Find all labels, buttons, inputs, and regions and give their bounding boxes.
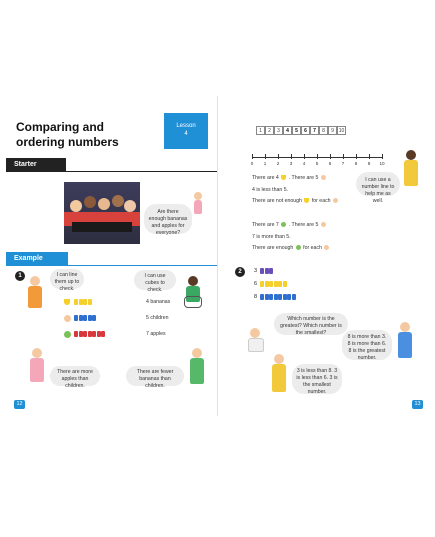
number-grid-cell: 4 [283, 126, 292, 135]
number-line-label: 7 [341, 161, 345, 166]
banana-icon [304, 198, 309, 203]
number-line-tick [330, 154, 331, 159]
number-line-label: 4 [302, 161, 306, 166]
lines-b-3 [252, 245, 330, 251]
figure-body [272, 364, 286, 392]
lines-a-1 [252, 175, 327, 181]
greatest-bubble: 8 is more than 3. 8 is more than 6. 8 is the greatest number. [342, 330, 392, 360]
number-line-tick [265, 154, 266, 159]
text-there-are-5: . There are 5 [288, 175, 319, 181]
figure-head [194, 192, 202, 200]
text-there-are-7: There are 7 [252, 222, 279, 228]
cubes-bubble: I can use cubes to check. [134, 270, 176, 290]
lines-b-1 [252, 222, 327, 228]
number-line-label: 3 [289, 161, 293, 166]
figure-body [194, 200, 202, 214]
figure-body [28, 286, 42, 308]
text-there-are-4: There are 4 [252, 175, 279, 181]
figure-body [30, 358, 44, 382]
apple-icon [64, 331, 71, 338]
number-line-label: 0 [250, 161, 254, 166]
figure-body [190, 358, 204, 384]
number-grid-cell: 6 [301, 126, 310, 135]
starter-photo [64, 182, 140, 244]
number-grid-cell: 5 [292, 126, 301, 135]
child-face [98, 198, 110, 210]
text-there-are-5: . There are 5 [288, 222, 319, 228]
number-grid-cell: 2 [265, 126, 274, 135]
number-line-tick [382, 154, 383, 159]
example-rule [6, 265, 218, 266]
number-line-tick [317, 154, 318, 159]
figure-head [274, 354, 284, 364]
number-line-label: 8 [354, 161, 358, 166]
lesson-number: 4 [184, 131, 188, 137]
child-icon [64, 315, 71, 322]
count-apples: 7 apples [146, 331, 166, 337]
child-face [112, 195, 124, 207]
page-number-left: 12 [14, 400, 25, 409]
text-for-each: for each [311, 198, 331, 204]
step-1-badge: 1 [15, 271, 25, 281]
number-line-tick [252, 154, 253, 159]
banana-icon [281, 175, 286, 180]
red-cubes [74, 331, 106, 337]
figure-head [32, 348, 42, 358]
number-line-tick [343, 154, 344, 159]
apple-icon [296, 245, 301, 250]
count-children: 5 children [146, 315, 169, 321]
lines-a-3 [252, 198, 339, 204]
line-up-bubble: I can line them up to check. [50, 269, 84, 289]
example-heading: Example [6, 252, 68, 265]
figure-head [250, 328, 260, 338]
question-bubble: Which number is the greatest? Which number is the smallest? [274, 313, 348, 335]
smallest-bubble: 3 is less than 8. 3 is less than 6. 3 is the smallest number. [292, 364, 342, 394]
right-page [218, 96, 430, 416]
child-icon [333, 198, 338, 203]
number-line-label: 5 [315, 161, 319, 166]
number-grid [256, 126, 346, 135]
page-title: Comparing and ordering numbers [16, 120, 119, 149]
figure-head [188, 276, 198, 286]
figure-head [400, 322, 410, 332]
number-line-label: 1 [263, 161, 267, 166]
number-grid-cell: 7 [310, 126, 319, 135]
blue-cubes-8 [260, 294, 296, 300]
number-line-tick [356, 154, 357, 159]
lesson-label: Lesson [176, 123, 196, 129]
number-line-label: 6 [328, 161, 332, 166]
number-line-label: 10 [379, 161, 385, 166]
blue-cubes [74, 315, 97, 321]
figure-body [248, 338, 264, 352]
figure-body [398, 332, 412, 358]
fewer-bananas-bubble: There are fewer bananas than children. [126, 366, 184, 386]
figure-head [406, 150, 416, 160]
text-not-enough: There are not enough [252, 198, 302, 204]
number-line-tick [369, 154, 370, 159]
starter-bubble: Are there enough bananas and apples for everyone? [144, 204, 192, 234]
figure-head [30, 276, 40, 286]
figure-body [404, 160, 418, 186]
banana-icon [64, 299, 70, 305]
more-apples-bubble: There are more apples than children. [50, 366, 100, 386]
child-icon [321, 222, 326, 227]
number-line-tick [304, 154, 305, 159]
lines-a-2: 4 is less than 5. [252, 187, 289, 193]
number-grid-cell: 3 [274, 126, 283, 135]
number-grid-cell: 1 [256, 126, 265, 135]
text-for-each: for each [303, 245, 322, 251]
child-face [70, 200, 82, 212]
child-face [84, 196, 96, 208]
purple-cubes-3 [260, 268, 274, 274]
book-spread [6, 96, 430, 416]
number-line-label: 2 [276, 161, 280, 166]
row-label-8: 8 [254, 294, 258, 300]
count-bananas: 4 bananas [146, 299, 171, 305]
number-grid-cell: 8 [319, 126, 328, 135]
apple-icon [281, 222, 286, 227]
number-line-tick [278, 154, 279, 159]
number-grid-cell: 9 [328, 126, 337, 135]
lesson-tab [164, 113, 208, 149]
child-icon [321, 175, 326, 180]
lines-b-2: 7 is more than 5. [252, 234, 291, 240]
wheelchair [184, 296, 202, 308]
number-grid-cell: 10 [338, 128, 345, 134]
number-line-bubble: I can use a number line to help me as well. [356, 172, 400, 196]
number-line-tick [291, 154, 292, 159]
page-number-right: 13 [412, 400, 423, 409]
figure-head [192, 348, 202, 358]
text-enough: There are enough [252, 245, 294, 251]
step-2-badge: 2 [235, 267, 245, 277]
yellow-cubes-6 [260, 281, 287, 287]
child-icon [324, 245, 329, 250]
starter-heading: Starter [6, 158, 66, 171]
number-line-label: 9 [367, 161, 371, 166]
table [72, 222, 132, 232]
left-page [6, 96, 218, 416]
child-face [124, 200, 136, 212]
row-label-6: 6 [254, 281, 258, 287]
starter-rule [6, 171, 218, 172]
yellow-cubes [74, 299, 92, 305]
row-label-3: 3 [254, 268, 258, 274]
